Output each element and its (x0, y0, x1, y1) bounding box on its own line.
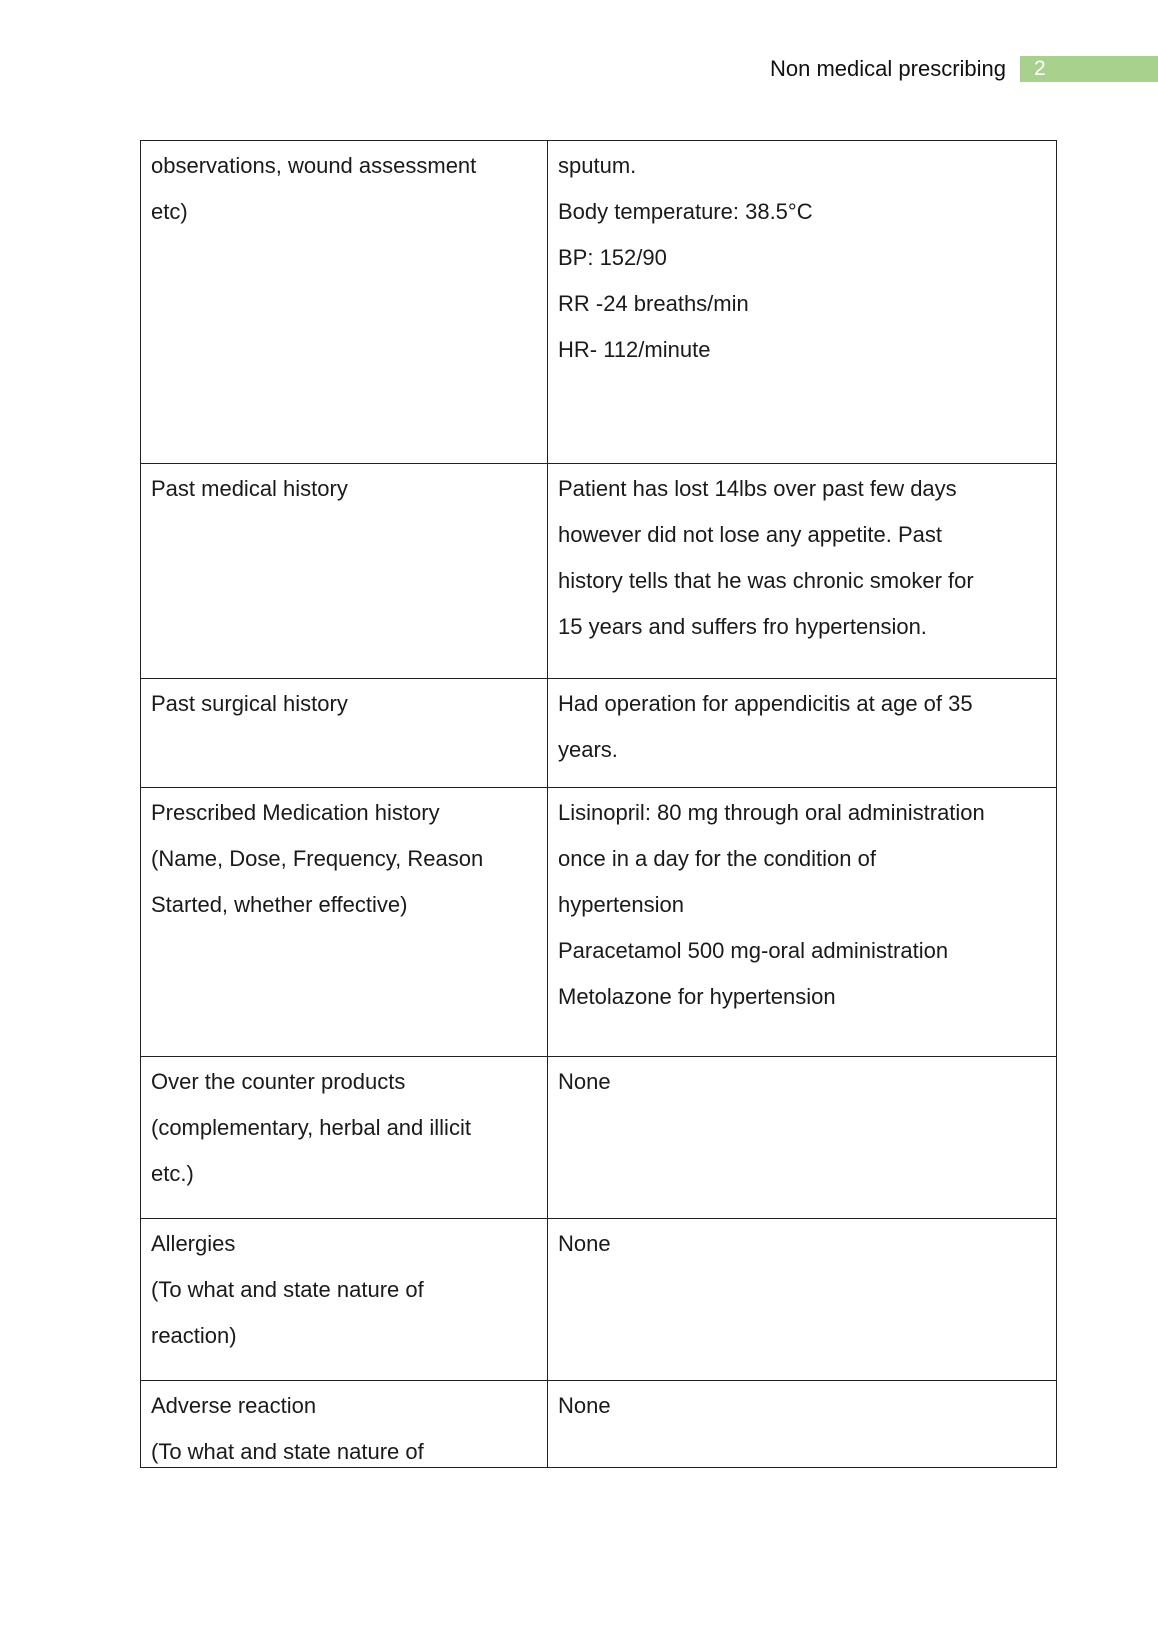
row-label-cell (141, 788, 548, 1057)
row-value-line: history tells that he was chronic smoker for (558, 568, 974, 593)
row-value-line: sputum. (558, 153, 637, 178)
row-label-cell (141, 1057, 548, 1219)
row-label-line: Started, whether effective) (151, 892, 408, 917)
row-value-line: 15 years and suffers fro hypertension. (558, 614, 927, 639)
patient-record-table (140, 140, 1057, 1468)
row-value-cell (548, 788, 1057, 1057)
row-value-line: Had operation for appendicitis at age of 35 (558, 691, 973, 716)
row-label-line: Past surgical history (151, 691, 348, 716)
row-value-line: HR- 112/minute (558, 337, 711, 362)
row-value-line: Body temperature: 38.5°C (558, 199, 813, 224)
row-label-line: (To what and state nature of (151, 1439, 424, 1464)
row-value-line: however did not lose any appetite. Past (558, 522, 943, 547)
row-label-line: Past medical history (151, 476, 348, 501)
row-label-line: (To what and state nature of (151, 1277, 424, 1302)
row-value-line: RR -24 breaths/min (558, 291, 749, 316)
row-value-line: Metolazone for hypertension (558, 984, 836, 1009)
row-label-cell (141, 679, 548, 788)
row-label-line: observations, wound assessment (151, 153, 477, 178)
row-label-cell (141, 1381, 548, 1468)
row-value-line: None (558, 1069, 611, 1094)
row-label-cell (141, 141, 548, 464)
row-label-line: Allergies (151, 1231, 236, 1256)
row-value-cell (548, 679, 1057, 788)
row-label-line: reaction) (151, 1323, 237, 1348)
row-value-cell (548, 141, 1057, 464)
row-label-line: (complementary, herbal and illicit (151, 1115, 471, 1140)
row-label-line: Prescribed Medication history (151, 800, 440, 825)
table-row-past-medical-history (141, 464, 1057, 679)
row-value-line: BP: 152/90 (558, 245, 667, 270)
row-value-line: hypertension (558, 892, 684, 917)
row-value-cell (548, 1381, 1057, 1468)
row-value-line: once in a day for the condition of (558, 846, 876, 871)
row-value-line: Lisinopril: 80 mg through oral administration (558, 800, 985, 825)
row-value-cell (548, 1219, 1057, 1381)
table-row-observations (141, 141, 1057, 464)
table-row-adverse-reaction (141, 1381, 1057, 1468)
row-value-line: years. (558, 737, 618, 762)
row-label-line: etc.) (151, 1161, 194, 1186)
page-number-badge: 2 (1020, 56, 1158, 82)
row-label-cell (141, 1219, 548, 1381)
row-value-line: Paracetamol 500 mg-oral administration (558, 938, 949, 963)
page-header (770, 55, 1158, 83)
row-label-line: (Name, Dose, Frequency, Reason (151, 846, 484, 871)
row-value-line: None (558, 1231, 611, 1256)
table-row-past-surgical-history (141, 679, 1057, 788)
row-value-cell (548, 464, 1057, 679)
table-row-medication-history (141, 788, 1057, 1057)
header-title: Non medical prescribing (770, 56, 1006, 81)
row-label-line: Over the counter products (151, 1069, 406, 1094)
row-label-cell (141, 464, 548, 679)
row-label-line: Adverse reaction (151, 1393, 317, 1418)
table-row-otc-products (141, 1057, 1057, 1219)
table-row-allergies (141, 1219, 1057, 1381)
row-label-line: etc) (151, 199, 188, 224)
row-value-cell (548, 1057, 1057, 1219)
row-value-line: None (558, 1393, 611, 1418)
row-value-line: Patient has lost 14lbs over past few days (558, 476, 957, 501)
